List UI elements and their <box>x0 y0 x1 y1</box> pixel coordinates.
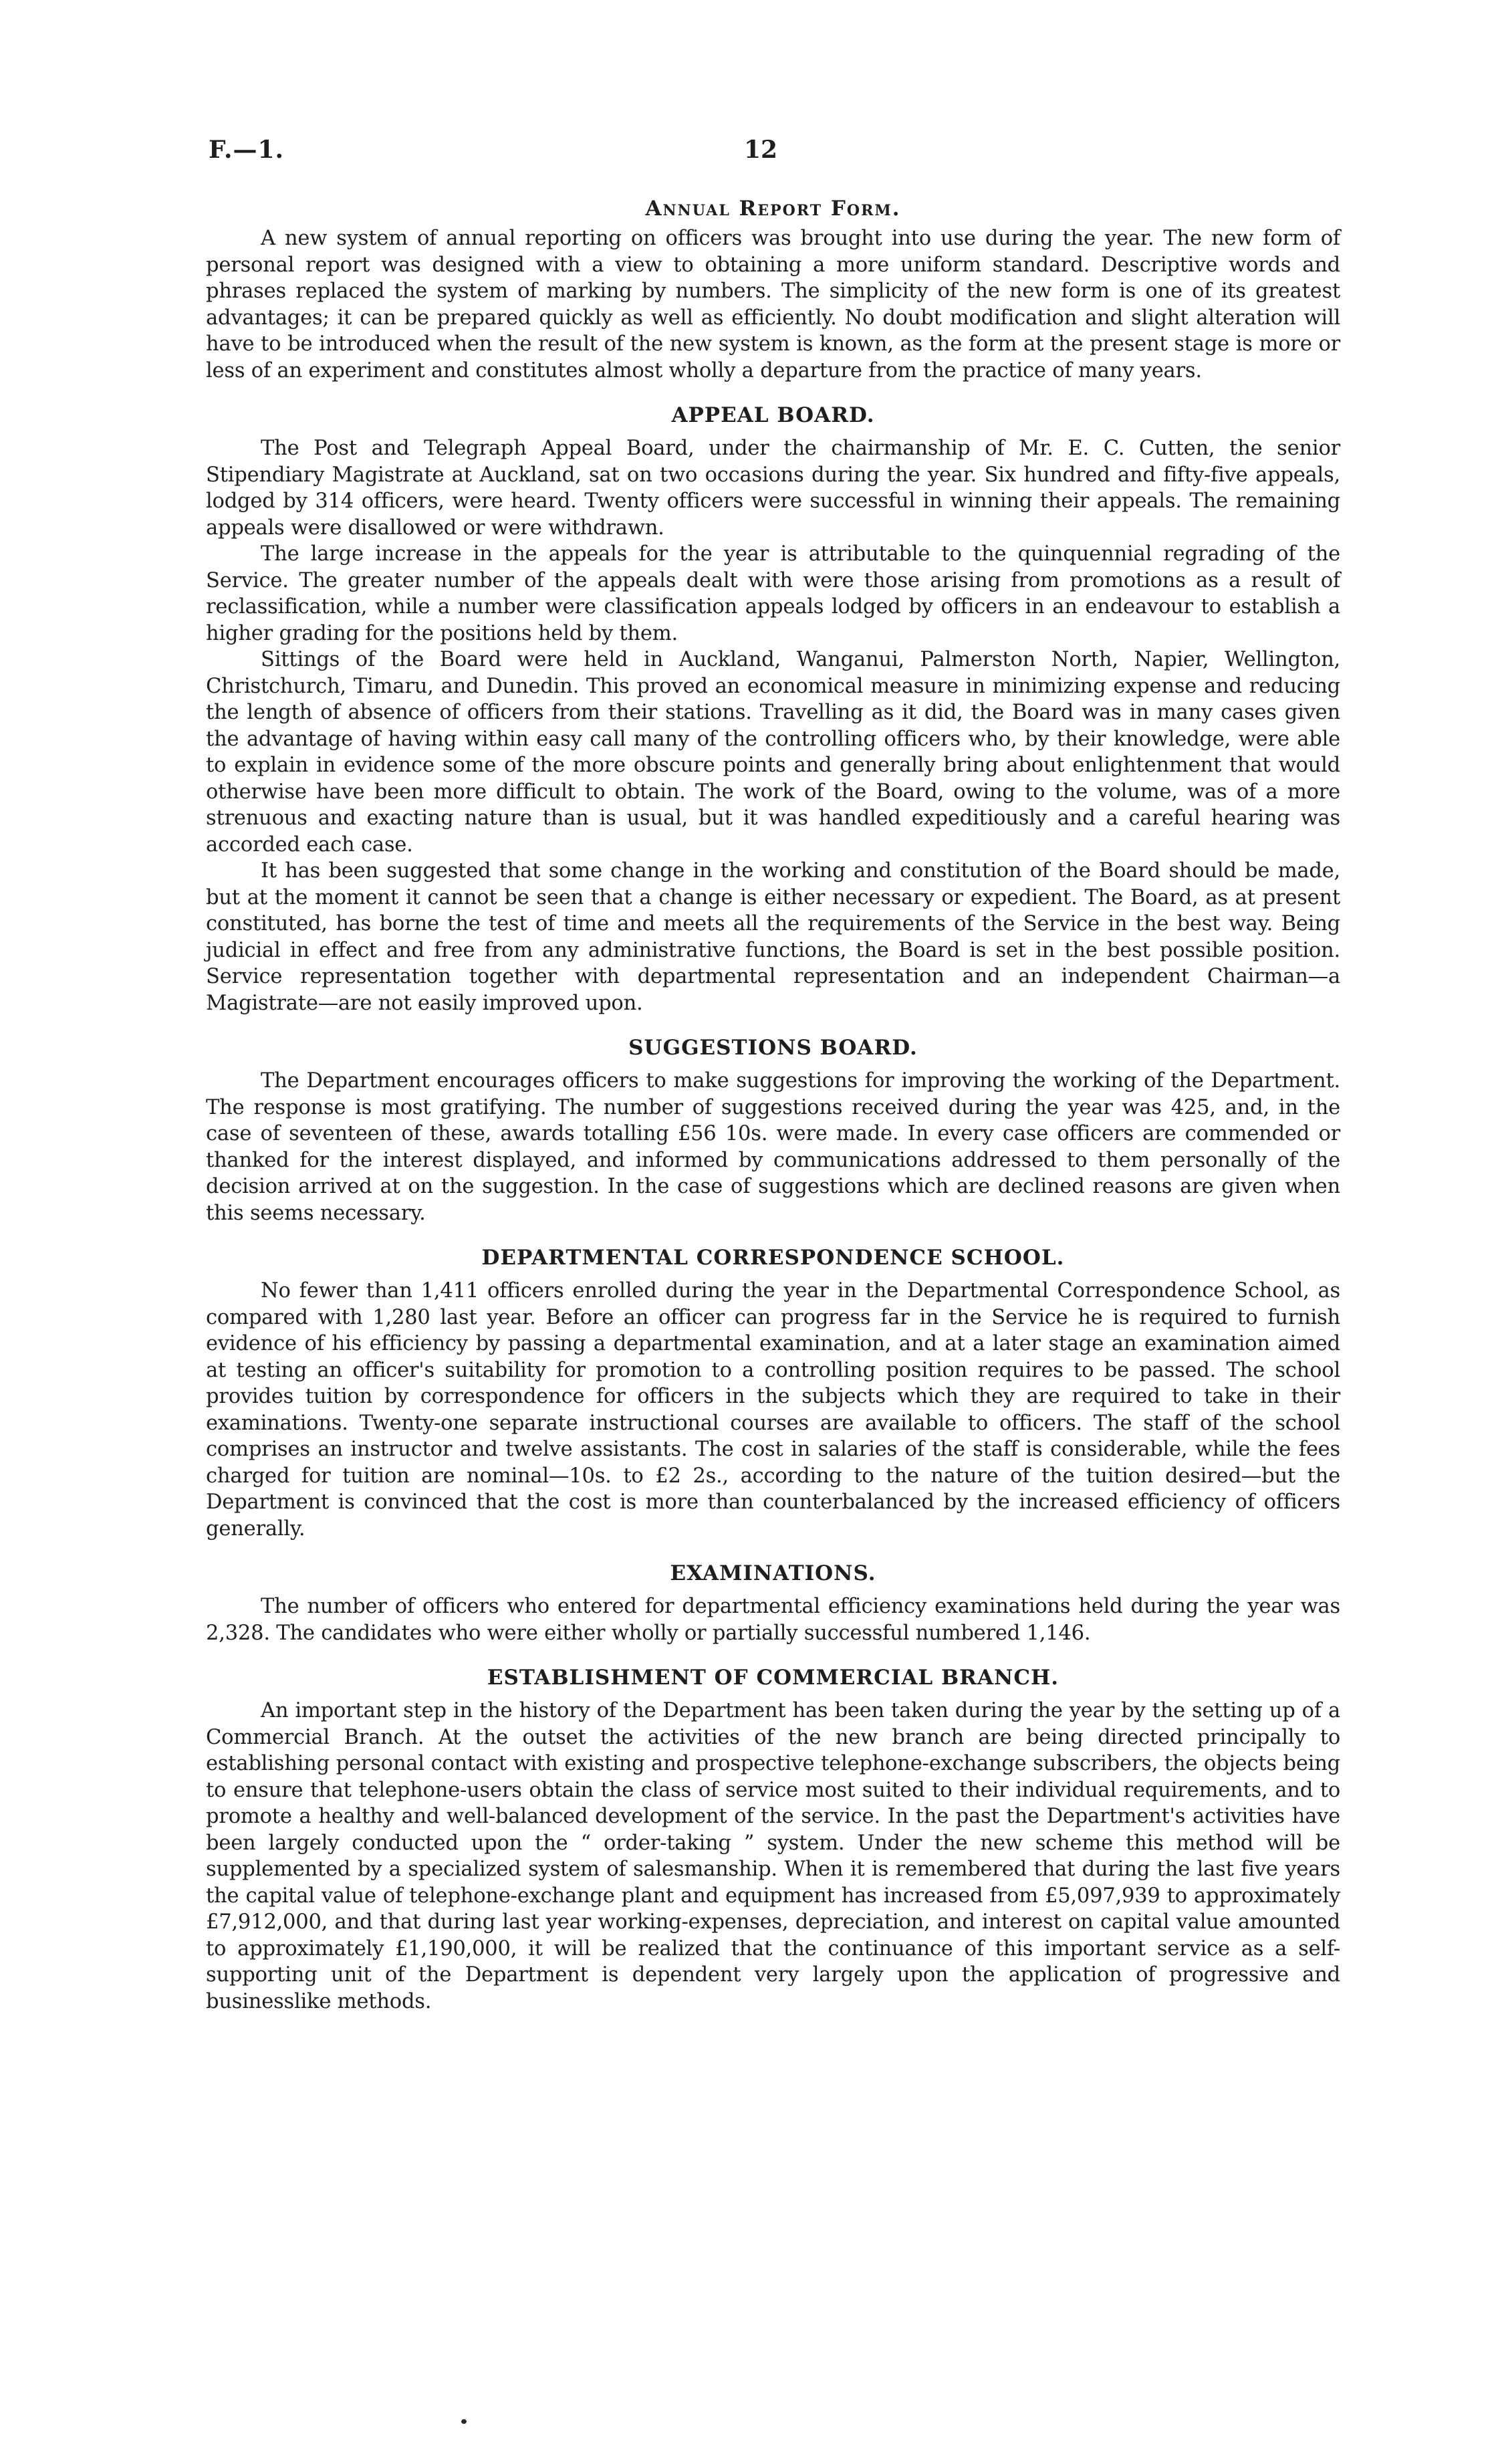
paragraph: Sittings of the Board were held in Auckland, Wanganui, Palmerston North, Napier, Wellington, Christchurch, Timaru, and Dunedin. This proved an economical measure in minimizing expense and reducing the length of absence of officers from their stations. Travelling as it did, the Board was in many cases given the advantage of having within easy call many of the controlling officers who, by their knowledge, were able to explain in evidence some of the more obscure points and generally bring about enlightenment that would otherwise have been more difficult to obtain. The work of the Board, owing to the volume, was of a more strenuous and exacting nature than is usual, but it was handled expeditiously and a careful hearing was accorded each case. <box>206 648 1340 857</box>
paragraph: It has been suggested that some change in the working and constitution of the Board should be made, but at the moment it cannot be seen that a change is either necessary or expedient. The Board, as at present constituted, has borne the test of time and meets all the requirements of the Service in the best way. Being judicial in effect and free from any administrative functions, the Board is set in the best possible position. Service representation together with departmental representation and an independent Chairman—a Magistrate—are not easily improved upon. <box>206 859 1340 1015</box>
paragraph: The number of officers who entered for departmental efficiency examinations held during the year was 2,328. The candidates who were either wholly or partially successful numbered 1,146. <box>206 1595 1340 1645</box>
section-correspondence-school <box>206 1244 1340 1542</box>
section-heading: EXAMINATIONS. <box>670 1561 876 1585</box>
page-body <box>206 195 1340 2015</box>
paragraph: The large increase in the appeals for the year is attributable to the quinquennial regrading of the Service. The greater number of the appeals dealt with were those arising from promotions as a result of reclassification, while a number were classification appeals lodged by officers in an endeavour to establish a higher grading for the positions held by them. <box>206 542 1340 645</box>
section-heading: APPEAL BOARD. <box>671 403 875 427</box>
section-appeal-board <box>206 402 1340 1016</box>
paragraph: The Department encourages officers to make suggestions for improving the working of the Department. The response is most gratifying. The number of suggestions received during the year was 425, and, in the case of seventeen of these, awards totalling £56 10s. were made. In every case officers are commended or thanked for the interest displayed, and informed by communications addressed to them personally of the decision arrived at on the suggestion. In the case of suggestions which are declined reasons are given when this seems necessary. <box>206 1069 1340 1225</box>
document-reference: F.—1. <box>209 136 285 164</box>
paragraph: A new system of annual reporting on officers was brought into use during the year. The new form of personal report was designed with a view to obtaining a more uniform standard. Descriptive words and phrases replaced the system of marking by numbers. The simplicity of the new form is one of its greatest advantages; it can be prepared quickly as well as efficiently. No doubt modification and slight alteration will have to be introduced when the result of the new system is known, as the form at the present stage is more or less of an experiment and constitutes almost wholly a departure from the practice of many years. <box>206 227 1340 382</box>
section-heading: ESTABLISHMENT OF COMMERCIAL BRANCH. <box>487 1666 1059 1690</box>
section-suggestions-board <box>206 1034 1340 1226</box>
paragraph: The Post and Telegraph Appeal Board, under the chairmanship of Mr. E. C. Cutten, the senior Stipendiary Magistrate at Auckland, sat on two occasions during the year. Six hundred and fifty-five appeals, lodged by 314 officers, were heard. Twenty officers were successful in winning their appeals. The remaining appeals were disallowed or were withdrawn. <box>206 437 1340 540</box>
section-heading: DEPARTMENTAL CORRESPONDENCE SCHOOL. <box>481 1246 1065 1270</box>
section-heading: SUGGESTIONS BOARD. <box>628 1036 918 1060</box>
page-number: 12 <box>743 136 778 164</box>
paragraph: No fewer than 1,411 officers enrolled during the year in the Departmental Correspondence School, as compared with 1,280 last year. Before an officer can progress far in the Service he is required to furnish evidence of his efficiency by passing a departmental examination, and at a later stage an examination aimed at testing an officer's suitability for promotion to a controlling position requires to be passed. The school provides tuition by correspondence for officers in the subjects which they are required to take in their examinations. Twenty-one separate instructional courses are available to officers. The staff of the school comprises an instructor and twelve assistants. The cost in salaries of the staff is considerable, while the fees charged for tuition are nominal—10s. to £2 2s., according to the nature of the tuition desired—but the Department is convinced that the cost is more than counterbalanced by the increased efficiency of officers generally. <box>206 1279 1340 1541</box>
section-commercial-branch <box>206 1664 1340 2015</box>
paragraph: An important step in the history of the Department has been taken during the year by the setting up of a Commercial Branch. At the outset the activities of the new branch are being directed principally to establishing personal contact with existing and prospective telephone-exchange subscribers, the objects being to ensure that telephone-users obtain the class of service most suited to their individual requirements, and to promote a healthy and well-balanced development of the service. In the past the Department's activities have been largely conducted upon the “ order-taking ” system. Under the new scheme this method will be supplemented by a specialized system of salesmanship. When it is remembered that during the last five years the capital value of telephone-exchange plant and equipment has increased from £5,097,939 to approximately £7,912,000, and that during last year working-expenses, depreciation, and interest on capital value amounted to approximately £1,190,000, it will be realized that the continuance of this important service as a self-supporting unit of the Department is dependent very largely upon the application of progressive and businesslike methods. <box>206 1699 1340 2013</box>
section-annual-report-form <box>206 195 1340 384</box>
print-speck <box>461 2419 467 2424</box>
section-heading: Annual Report Form. <box>645 197 901 221</box>
section-examinations <box>206 1560 1340 1646</box>
